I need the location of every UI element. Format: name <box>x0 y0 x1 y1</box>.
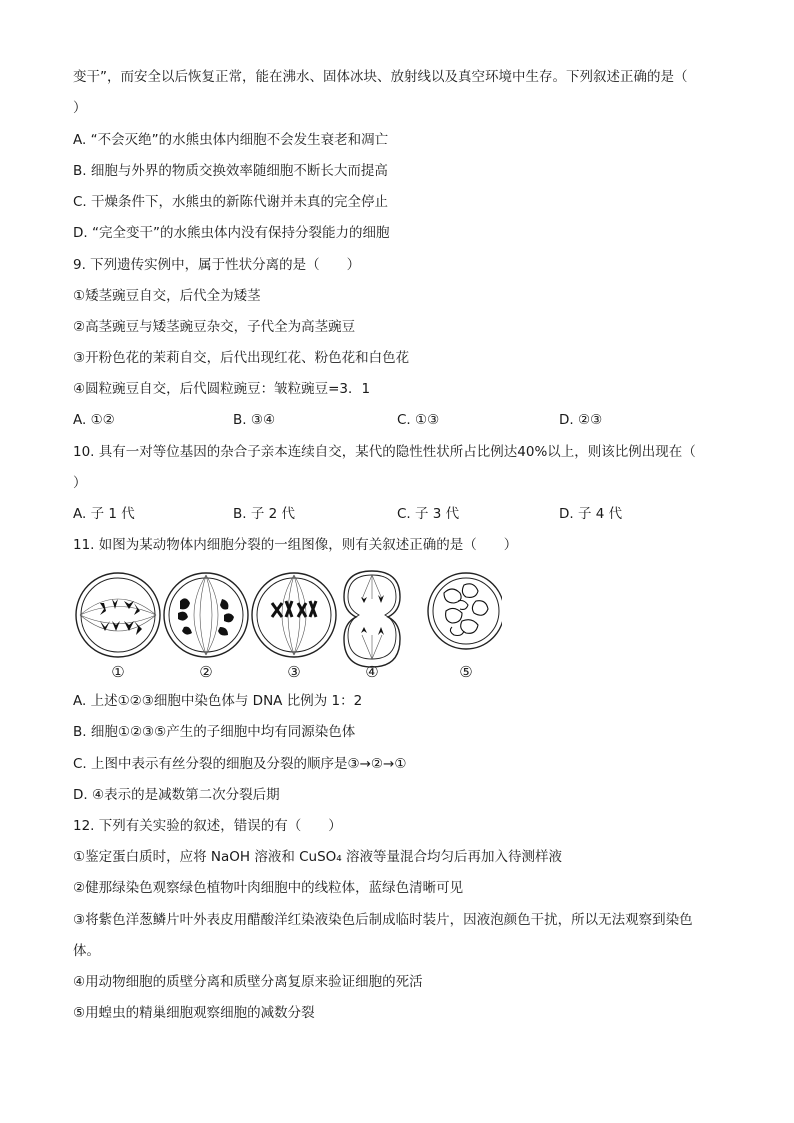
q12-item-4: ④用动物细胞的质壁分离和质壁分离复原来验证细胞的死活 <box>73 974 423 990</box>
q8-option-d: D. “完全变干”的水熊虫体内没有保持分裂能力的细胞 <box>73 225 390 241</box>
cell-4-diagram <box>344 571 400 667</box>
q11-option-d: D. ④表示的是减数第二次分裂后期 <box>73 787 280 803</box>
q11-option-c: C. 上图中表示有丝分裂的细胞及分裂的顺序是③→②→① <box>73 756 407 772</box>
q9-item-2: ②高茎豌豆与矮茎豌豆杂交，子代全为高茎豌豆 <box>73 319 356 335</box>
q10-option-b: B. 子 2 代 <box>233 506 296 522</box>
q8-stem-line2: ） <box>73 100 87 116</box>
q9-item-3: ③开粉色花的茉莉自交，后代出现红花、粉色花和白色花 <box>73 350 410 366</box>
figure-label-4: ④ <box>365 663 379 681</box>
q9-option-b: B. ③④ <box>233 412 276 428</box>
cell-5-diagram <box>428 573 502 649</box>
q10-stem-line2: ） <box>73 475 87 491</box>
cell-3-diagram <box>252 573 336 657</box>
q11-option-a: A. 上述①②③细胞中染色体与 DNA 比例为 1：2 <box>73 693 363 709</box>
cell-division-figure <box>72 563 502 683</box>
figure-label-2: ② <box>199 663 213 681</box>
q8-option-c: C. 干燥条件下，水熊虫的新陈代谢并未真的完全停止 <box>73 194 389 210</box>
q8-option-a: A. “不会灭绝”的水熊虫体内细胞不会发生衰老和凋亡 <box>73 132 389 148</box>
q12-item-2: ②健那绿染色观察绿色植物叶肉细胞中的线粒体，蓝绿色清晰可见 <box>73 880 464 896</box>
cell-1-diagram <box>76 573 160 657</box>
q9-option-d: D. ②③ <box>559 412 603 428</box>
q11-option-b: B. 细胞①②③⑤产生的子细胞中均有同源染色体 <box>73 724 356 740</box>
q10-option-d: D. 子 4 代 <box>559 506 623 522</box>
q10-stem-line1: 10. 具有一对等位基因的杂合子亲本连续自交，某代的隐性性状所占比例达40%以上，则该比例出现在（ <box>73 444 696 460</box>
figure-label-1: ① <box>111 663 125 681</box>
q9-item-1: ①矮茎豌豆自交，后代全为矮茎 <box>73 288 261 304</box>
q12-item-3-line2: 体。 <box>73 943 100 959</box>
q12-item-5: ⑤用蝗虫的精巢细胞观察细胞的减数分裂 <box>73 1005 315 1021</box>
q12-item-1: ①鉴定蛋白质时，应将 NaOH 溶液和 CuSO₄ 溶液等量混合均匀后再加入待测样液 <box>73 849 563 865</box>
q9-stem: 9. 下列遗传实例中，属于性状分离的是（ ） <box>73 257 361 273</box>
q8-stem-line1: 变干”，而安全以后恢复正常，能在沸水、固体冰块、放射线以及真空环境中生存。下列叙述正确的是（ <box>73 69 688 85</box>
q10-option-a: A. 子 1 代 <box>73 506 135 522</box>
cell-2-diagram <box>164 573 248 657</box>
q12-stem: 12. 下列有关实验的叙述，错误的有（ ） <box>73 818 342 834</box>
q9-item-4: ④圆粒豌豆自交，后代圆粒豌豆：皱粒豌豆=3．1 <box>73 381 371 397</box>
figure-label-5: ⑤ <box>459 663 473 681</box>
q11-stem: 11. 如图为某动物体内细胞分裂的一组图像，则有关叙述正确的是（ ） <box>73 537 518 553</box>
q10-option-c: C. 子 3 代 <box>397 506 460 522</box>
q9-option-c: C. ①③ <box>397 412 440 428</box>
figure-label-3: ③ <box>287 663 301 681</box>
q9-option-a: A. ①② <box>73 412 115 428</box>
q8-option-b: B. 细胞与外界的物质交换效率随细胞不断长大而提高 <box>73 163 388 179</box>
q12-item-3-line1: ③将紫色洋葱鳞片叶外表皮用醋酸洋红染液染色后制成临时装片，因液泡颜色干扰，所以无法观察到染色 <box>73 912 693 928</box>
